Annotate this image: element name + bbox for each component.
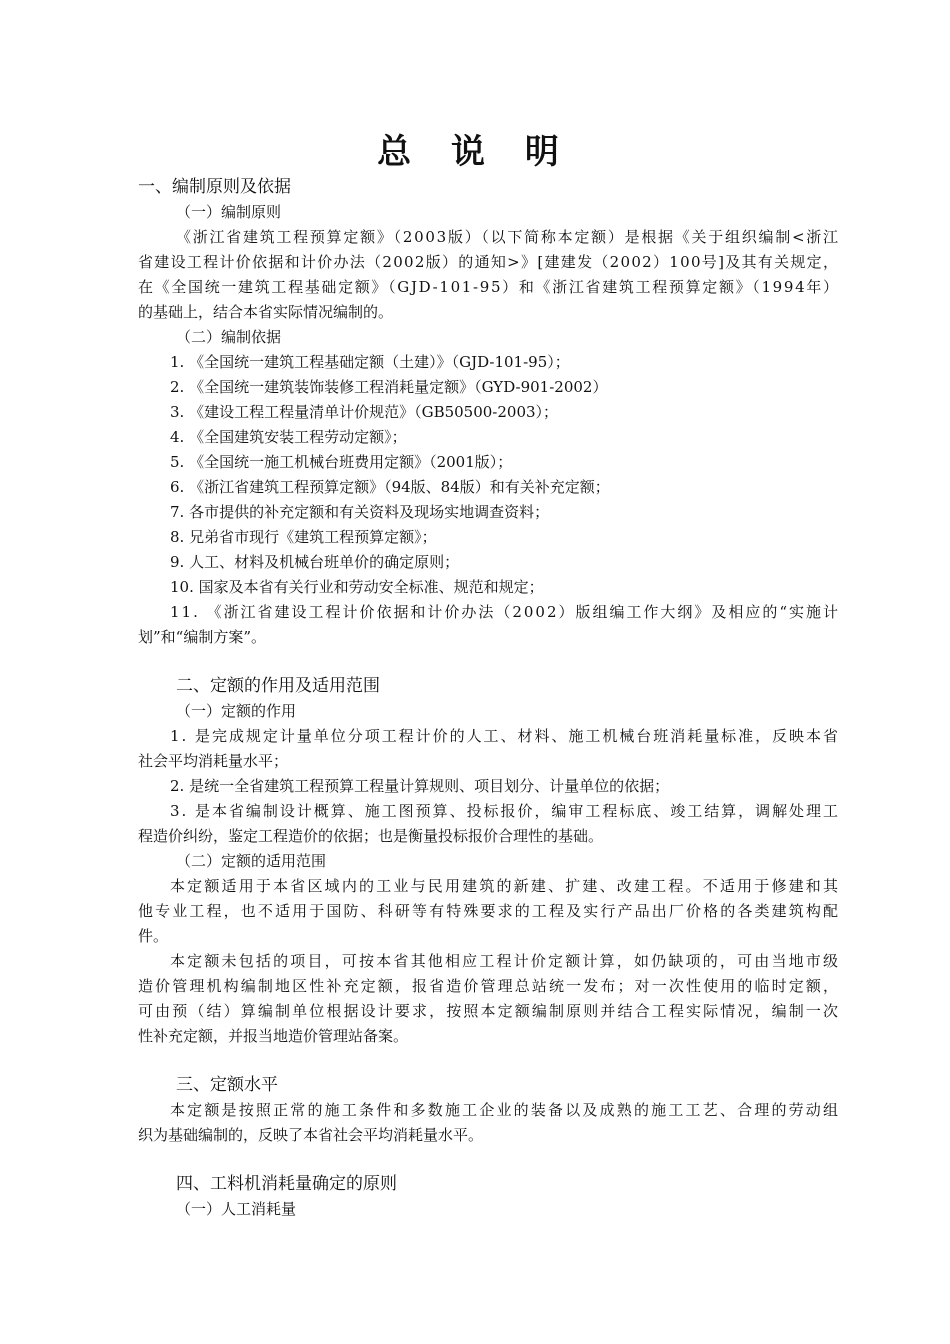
text-line: 他专业工程，也不适用于国防、科研等有特殊要求的工程及实行产品出厂价格的各类建筑构配 [138, 902, 841, 920]
text-line: （二）编制依据 [176, 328, 282, 346]
text-line: 省建设工程计价依据和计价办法（2002版）的通知>》[建建发（2002）100号]及其有关规定， [138, 253, 840, 271]
text-line: （二）定额的适用范围 [176, 852, 327, 870]
text-line: 社会平均消耗量水平； [138, 752, 289, 770]
text-line: 4. 《全国建筑安装工程劳动定额》； [170, 428, 407, 446]
section-heading: 四、工料机消耗量确定的原则 [176, 1174, 397, 1194]
text-line: 1. 是完成规定计量单位分项工程计价的人工、材料、施工机械台班消耗量标准，反映本省 [170, 727, 840, 745]
text-line: 织为基础编制的，反映了本省社会平均消耗量水平。 [138, 1126, 484, 1144]
section-heading: 二、定额的作用及适用范围 [176, 676, 380, 696]
text-line: 1. 《全国统一建筑工程基础定额（土建）》（GJD-101-95）； [170, 353, 570, 371]
page-title: 总 说 明 [377, 132, 573, 172]
text-line: 5. 《全国统一施工机械台班费用定额》（2001版）； [170, 453, 513, 471]
text-line: 《浙江省建筑工程预算定额》（2003版）（以下简称本定额）是根据《关于组织编制<浙江 [176, 228, 840, 246]
text-line: 程造价纠纷，鉴定工程造价的依据；也是衡量投标报价合理性的基础。 [138, 827, 604, 845]
text-line: 性补充定额，并报当地造价管理站备案。 [138, 1027, 409, 1045]
text-line: （一）人工消耗量 [176, 1200, 297, 1218]
text-line: 6. 《浙江省建筑工程预算定额》（94版、84版）和有关补充定额； [170, 478, 610, 496]
text-line: 本定额未包括的项目，可按本省其他相应工程计价定额计算，如仍缺项的，可由当地市级 [170, 952, 841, 970]
text-line: 划”和“编制方案”。 [138, 628, 267, 646]
text-line: 9. 人工、材料及机械台班单价的确定原则； [170, 553, 460, 571]
text-line: 的基础上，结合本省实际情况编制的。 [138, 303, 394, 321]
text-line: 10. 国家及本省有关行业和劳动安全标准、规范和规定； [170, 578, 544, 596]
section-heading: 一、编制原则及依据 [138, 177, 291, 197]
text-line: 造价管理机构编制地区性补充定额，报省造价管理总站统一发布；对一次性使用的临时定额， [138, 977, 841, 995]
text-line: 3. 《建设工程工程量清单计价规范》（GB50500-2003）； [170, 403, 559, 421]
text-line: 在《全国统一建筑工程基础定额》（GJD-101-95）和《浙江省建筑工程预算定额》（1994年） [138, 278, 840, 296]
text-line: 件。 [138, 927, 169, 945]
text-line: 本定额是按照正常的施工条件和多数施工企业的装备以及成熟的施工工艺、合理的劳动组 [170, 1101, 841, 1119]
section-heading: 三、定额水平 [176, 1075, 278, 1095]
text-line: 8. 兄弟省市现行《建筑工程预算定额》； [170, 528, 437, 546]
text-line: 7. 各市提供的补充定额和有关资料及现场实地调查资料； [170, 503, 550, 521]
text-line: 可由预（结）算编制单位根据设计要求，按照本定额编制原则并结合工程实际情况，编制一次 [138, 1002, 841, 1020]
text-line: 11. 《浙江省建设工程计价依据和计价办法（2002）版组编工作大纲》及相应的“实施计 [170, 603, 840, 621]
text-line: 本定额适用于本省区域内的工业与民用建筑的新建、扩建、改建工程。不适用于修建和其 [170, 877, 841, 895]
text-line: 2. 《全国统一建筑装饰装修工程消耗量定额》（GYD-901-2002） [170, 378, 608, 396]
text-line: 2. 是统一全省建筑工程预算工程量计算规则、项目划分、计量单位的依据； [170, 777, 670, 795]
text-line: （一）编制原则 [176, 203, 282, 221]
text-line: （一）定额的作用 [176, 702, 297, 720]
text-line: 3. 是本省编制设计概算、施工图预算、投标报价，编审工程标底、竣工结算，调解处理工 [170, 802, 840, 820]
